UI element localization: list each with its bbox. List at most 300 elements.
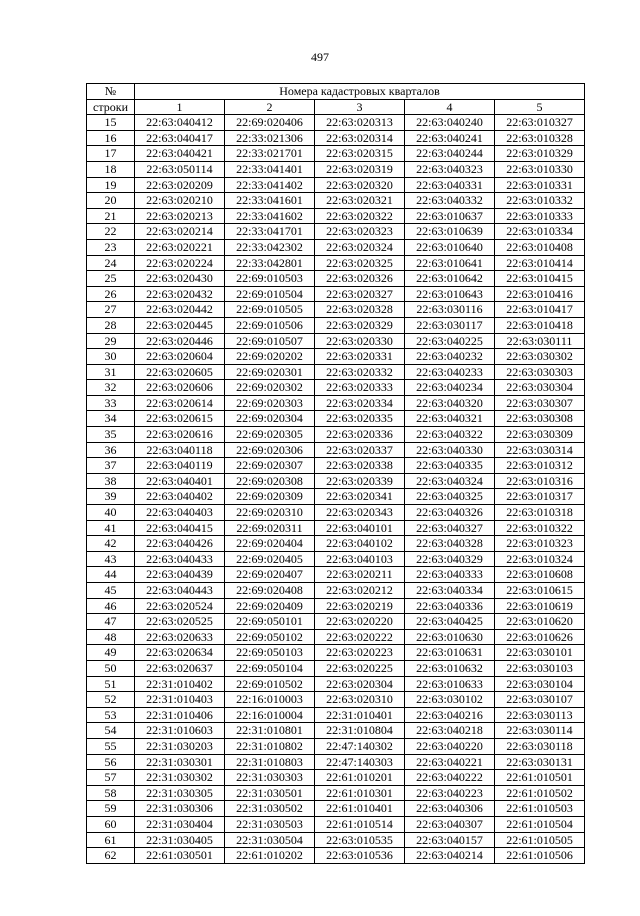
table-body: [87, 115, 585, 864]
cadastral-number-cell: 22:63:010633: [405, 676, 495, 692]
cadastral-number-cell: 22:63:040335: [405, 458, 495, 474]
row-number-cell: 57: [87, 770, 135, 786]
table-row: [87, 551, 585, 567]
cadastral-number-cell: 22:69:020408: [225, 583, 315, 599]
table-row: [87, 427, 585, 443]
cadastral-number-cell: 22:63:040157: [405, 832, 495, 848]
table-row: [87, 801, 585, 817]
cadastral-number-cell: 22:63:010620: [495, 614, 585, 630]
cadastral-number-cell: 22:31:030305: [135, 785, 225, 801]
cadastral-number-cell: 22:31:010801: [225, 723, 315, 739]
cadastral-number-cell: 22:63:020525: [135, 614, 225, 630]
cadastral-number-cell: 22:63:020605: [135, 364, 225, 380]
row-number-cell: 25: [87, 271, 135, 287]
cadastral-number-cell: 22:63:030116: [405, 302, 495, 318]
cadastral-number-cell: 22:63:040332: [405, 193, 495, 209]
cadastral-number-cell: 22:63:020220: [315, 614, 405, 630]
cadastral-number-cell: 22:63:040307: [405, 816, 495, 832]
cadastral-number-cell: 22:63:020432: [135, 286, 225, 302]
table-row: [87, 130, 585, 146]
cadastral-number-cell: 22:63:020323: [315, 224, 405, 240]
cadastral-number-cell: 22:63:020633: [135, 629, 225, 645]
cadastral-number-cell: 22:63:010637: [405, 208, 495, 224]
column-header: 2: [225, 99, 315, 115]
cadastral-number-cell: 22:63:020442: [135, 302, 225, 318]
cadastral-number-cell: 22:63:010334: [495, 224, 585, 240]
page-number: 497: [311, 50, 329, 64]
cadastral-number-cell: 22:63:020343: [315, 505, 405, 521]
row-number-cell: 43: [87, 551, 135, 567]
cadastral-number-cell: 22:63:030104: [495, 676, 585, 692]
cadastral-number-cell: 22:31:030303: [225, 770, 315, 786]
cadastral-number-cell: 22:31:030504: [225, 832, 315, 848]
row-number-cell: 32: [87, 380, 135, 396]
cadastral-number-cell: 22:63:030103: [495, 660, 585, 676]
cadastral-number-cell: 22:63:010318: [495, 505, 585, 521]
table-row: [87, 302, 585, 318]
cadastral-number-cell: 22:63:010608: [495, 567, 585, 583]
cadastral-number-cell: 22:69:010506: [225, 317, 315, 333]
cadastral-number-cell: 22:63:040225: [405, 333, 495, 349]
cadastral-number-cell: 22:69:010507: [225, 333, 315, 349]
cadastral-number-cell: 22:31:030502: [225, 801, 315, 817]
cadastral-number-cell: 22:63:040244: [405, 146, 495, 162]
cadastral-number-cell: 22:63:020211: [315, 567, 405, 583]
cadastral-number-cell: 22:63:020430: [135, 271, 225, 287]
table-row: [87, 161, 585, 177]
cadastral-number-cell: 22:63:020320: [315, 177, 405, 193]
cadastral-number-cell: 22:63:020322: [315, 208, 405, 224]
cadastral-number-cell: 22:63:040439: [135, 567, 225, 583]
table-row: [87, 146, 585, 162]
table-row: [87, 692, 585, 708]
cadastral-number-cell: 22:31:010402: [135, 676, 225, 692]
table-row: [87, 239, 585, 255]
cadastral-number-cell: 22:63:040336: [405, 598, 495, 614]
cadastral-number-cell: 22:63:040443: [135, 583, 225, 599]
cadastral-number-cell: 22:63:040426: [135, 536, 225, 552]
row-number-cell: 16: [87, 130, 135, 146]
cadastral-number-cell: 22:63:010639: [405, 224, 495, 240]
row-number-cell: 18: [87, 161, 135, 177]
cadastral-number-cell: 22:63:020221: [135, 239, 225, 255]
header-row-columns: [87, 99, 585, 115]
row-number-cell: 35: [87, 427, 135, 443]
cadastral-number-cell: 22:63:010333: [495, 208, 585, 224]
cadastral-number-cell: 22:31:030404: [135, 816, 225, 832]
cadastral-number-cell: 22:63:040421: [135, 146, 225, 162]
row-number-cell: 45: [87, 583, 135, 599]
cadastral-number-cell: 22:63:040324: [405, 473, 495, 489]
cadastral-number-cell: 22:31:010401: [315, 707, 405, 723]
cadastral-number-cell: 22:63:010414: [495, 255, 585, 271]
cadastral-number-cell: 22:63:010332: [495, 193, 585, 209]
row-number-cell: 55: [87, 738, 135, 754]
cadastral-number-cell: 22:69:050101: [225, 614, 315, 630]
cadastral-number-cell: 22:63:020328: [315, 302, 405, 318]
cadastral-number-cell: 22:63:020225: [315, 660, 405, 676]
cadastral-number-cell: 22:61:010401: [315, 801, 405, 817]
cadastral-number-cell: 22:69:020407: [225, 567, 315, 583]
cadastral-number-cell: 22:63:020313: [315, 115, 405, 131]
cadastral-number-cell: 22:63:020341: [315, 489, 405, 505]
cadastral-number-cell: 22:69:020308: [225, 473, 315, 489]
row-number-cell: 27: [87, 302, 135, 318]
cadastral-number-cell: 22:31:010804: [315, 723, 405, 739]
cadastral-number-cell: 22:63:030101: [495, 645, 585, 661]
cadastral-number-cell: 22:63:040234: [405, 380, 495, 396]
cadastral-number-cell: 22:63:040330: [405, 442, 495, 458]
cadastral-number-cell: 22:63:010408: [495, 239, 585, 255]
table-row: [87, 738, 585, 754]
table-row: [87, 598, 585, 614]
cadastral-number-cell: 22:69:020404: [225, 536, 315, 552]
cadastral-number-cell: 22:33:042302: [225, 239, 315, 255]
table-row: [87, 676, 585, 692]
cadastral-number-cell: 22:63:020222: [315, 629, 405, 645]
row-number-cell: 58: [87, 785, 135, 801]
table-row: [87, 333, 585, 349]
cadastral-number-cell: 22:63:040220: [405, 738, 495, 754]
cadastral-number-cell: 22:63:010331: [495, 177, 585, 193]
row-number-cell: 62: [87, 848, 135, 864]
cadastral-number-cell: 22:63:040218: [405, 723, 495, 739]
cadastral-number-cell: 22:63:020338: [315, 458, 405, 474]
cadastral-number-cell: 22:61:010514: [315, 816, 405, 832]
cadastral-number-cell: 22:63:040223: [405, 785, 495, 801]
cadastral-number-cell: 22:63:010641: [405, 255, 495, 271]
row-number-cell: 59: [87, 801, 135, 817]
cadastral-number-cell: 22:31:030203: [135, 738, 225, 754]
cadastral-number-cell: 22:63:020319: [315, 161, 405, 177]
cadastral-number-cell: 22:69:020306: [225, 442, 315, 458]
cadastral-number-cell: 22:63:040118: [135, 442, 225, 458]
cadastral-number-cell: 22:63:020334: [315, 395, 405, 411]
cadastral-number-cell: 22:63:040102: [315, 536, 405, 552]
cadastral-number-cell: 22:31:030503: [225, 816, 315, 832]
row-number-cell: 19: [87, 177, 135, 193]
cadastral-number-cell: 22:63:030111: [495, 333, 585, 349]
cadastral-number-cell: 22:31:030301: [135, 754, 225, 770]
cadastral-number-cell: 22:31:030405: [135, 832, 225, 848]
cadastral-number-cell: 22:33:041701: [225, 224, 315, 240]
cadastral-number-cell: 22:31:010406: [135, 707, 225, 723]
cadastral-number-cell: 22:69:020301: [225, 364, 315, 380]
cadastral-number-cell: 22:63:040240: [405, 115, 495, 131]
cadastral-number-cell: 22:61:010202: [225, 848, 315, 864]
cadastral-number-cell: 22:63:020446: [135, 333, 225, 349]
table-row: [87, 723, 585, 739]
table-row: [87, 380, 585, 396]
cadastral-number-cell: 22:63:040329: [405, 551, 495, 567]
cadastral-number-cell: 22:63:020336: [315, 427, 405, 443]
cadastral-number-cell: 22:63:040331: [405, 177, 495, 193]
cadastral-number-cell: 22:63:020315: [315, 146, 405, 162]
cadastral-number-cell: 22:63:040119: [135, 458, 225, 474]
cadastral-number-cell: 22:63:040241: [405, 130, 495, 146]
cadastral-number-cell: 22:63:040412: [135, 115, 225, 131]
cadastral-number-cell: 22:63:020333: [315, 380, 405, 396]
row-number-cell: 26: [87, 286, 135, 302]
cadastral-number-cell: 22:63:040233: [405, 364, 495, 380]
table-row: [87, 614, 585, 630]
cadastral-number-cell: 22:63:020330: [315, 333, 405, 349]
cadastral-number-cell: 22:63:040214: [405, 848, 495, 864]
cadastral-number-cell: 22:63:020616: [135, 427, 225, 443]
row-number-cell: 46: [87, 598, 135, 614]
row-number-cell: 21: [87, 208, 135, 224]
cadastral-number-cell: 22:69:020405: [225, 551, 315, 567]
row-number-cell: 38: [87, 473, 135, 489]
row-number-cell: 40: [87, 505, 135, 521]
cadastral-number-cell: 22:63:020213: [135, 208, 225, 224]
row-number-cell: 36: [87, 442, 135, 458]
cadastral-number-cell: 22:63:010418: [495, 317, 585, 333]
table-row: [87, 770, 585, 786]
cadastral-number-cell: 22:33:021306: [225, 130, 315, 146]
cadastral-number-cell: 22:63:020329: [315, 317, 405, 333]
table-row: [87, 832, 585, 848]
cadastral-number-cell: 22:63:030303: [495, 364, 585, 380]
cadastral-number-cell: 22:63:010327: [495, 115, 585, 131]
cadastral-number-cell: 22:63:040101: [315, 520, 405, 536]
cadastral-number-cell: 22:63:020331: [315, 349, 405, 365]
cadastral-number-cell: 22:69:010503: [225, 271, 315, 287]
cadastral-number-cell: 22:63:010317: [495, 489, 585, 505]
row-number-cell: 61: [87, 832, 135, 848]
cadastral-number-cell: 22:31:010603: [135, 723, 225, 739]
table-row: [87, 567, 585, 583]
cadastral-number-cell: 22:63:010330: [495, 161, 585, 177]
cadastral-number-cell: 22:63:010312: [495, 458, 585, 474]
table-row: [87, 271, 585, 287]
cadastral-number-cell: 22:63:030102: [405, 692, 495, 708]
row-number-cell: 49: [87, 645, 135, 661]
cadastral-number-cell: 22:69:020305: [225, 427, 315, 443]
table-row: [87, 629, 585, 645]
cadastral-number-cell: 22:63:050114: [135, 161, 225, 177]
cadastral-number-cell: 22:63:020212: [315, 583, 405, 599]
group-header: Номера кадастровых кварталов: [135, 84, 585, 100]
table-row: [87, 505, 585, 521]
cadastral-number-cell: 22:63:020209: [135, 177, 225, 193]
cadastral-number-cell: 22:16:010003: [225, 692, 315, 708]
row-number-cell: 17: [87, 146, 135, 162]
table-row: [87, 536, 585, 552]
cadastral-number-cell: 22:63:040327: [405, 520, 495, 536]
header-row-top: [87, 84, 585, 100]
cadastral-number-cell: 22:69:010505: [225, 302, 315, 318]
cadastral-number-cell: 22:69:010502: [225, 676, 315, 692]
cadastral-number-cell: 22:69:020406: [225, 115, 315, 131]
table-row: [87, 785, 585, 801]
cadastral-number-cell: 22:63:020615: [135, 411, 225, 427]
cadastral-number-cell: 22:63:010316: [495, 473, 585, 489]
row-number-cell: 30: [87, 349, 135, 365]
cadastral-number-cell: 22:69:050103: [225, 645, 315, 661]
cadastral-number-cell: 22:63:020219: [315, 598, 405, 614]
row-number-cell: 52: [87, 692, 135, 708]
cadastral-number-cell: 22:63:040415: [135, 520, 225, 536]
cadastral-number-cell: 22:63:040321: [405, 411, 495, 427]
cadastral-number-cell: 22:63:020332: [315, 364, 405, 380]
cadastral-number-cell: 22:63:030307: [495, 395, 585, 411]
row-number-cell: 37: [87, 458, 135, 474]
cadastral-number-cell: 22:31:030306: [135, 801, 225, 817]
row-number-cell: 39: [87, 489, 135, 505]
cadastral-number-cell: 22:33:042801: [225, 255, 315, 271]
cadastral-number-cell: 22:63:010415: [495, 271, 585, 287]
row-number-cell: 48: [87, 629, 135, 645]
table-row: [87, 458, 585, 474]
table-row: [87, 816, 585, 832]
cadastral-number-cell: 22:63:010416: [495, 286, 585, 302]
cadastral-number-cell: 22:63:030118: [495, 738, 585, 754]
cadastral-number-cell: 22:33:041402: [225, 177, 315, 193]
table-row: [87, 317, 585, 333]
cadastral-number-cell: 22:63:020210: [135, 193, 225, 209]
table-row: [87, 583, 585, 599]
cadastral-number-cell: 22:63:030304: [495, 380, 585, 396]
cadastral-number-cell: 22:63:020614: [135, 395, 225, 411]
cadastral-number-cell: 22:63:020327: [315, 286, 405, 302]
cadastral-number-cell: 22:63:010322: [495, 520, 585, 536]
row-number-cell: 31: [87, 364, 135, 380]
table-row: [87, 411, 585, 427]
row-number-cell: 44: [87, 567, 135, 583]
cadastral-number-cell: 22:61:010504: [495, 816, 585, 832]
cadastral-number-cell: 22:63:020524: [135, 598, 225, 614]
column-header: 5: [495, 99, 585, 115]
cadastral-number-cell: 22:63:010632: [405, 660, 495, 676]
cadastral-number-cell: 22:63:040433: [135, 551, 225, 567]
column-header: 1: [135, 99, 225, 115]
cadastral-number-cell: 22:69:050104: [225, 660, 315, 676]
table-row: [87, 115, 585, 131]
cadastral-number-cell: 22:63:020325: [315, 255, 405, 271]
cadastral-number-cell: 22:63:010323: [495, 536, 585, 552]
cadastral-number-cell: 22:63:010642: [405, 271, 495, 287]
cadastral-number-cell: 22:63:010619: [495, 598, 585, 614]
cadastral-number-cell: 22:63:020337: [315, 442, 405, 458]
cadastral-number-cell: 22:63:040403: [135, 505, 225, 521]
cadastral-number-cell: 22:63:020214: [135, 224, 225, 240]
cadastral-number-cell: 22:63:010417: [495, 302, 585, 318]
cadastral-number-cell: 22:31:010403: [135, 692, 225, 708]
table-row: [87, 473, 585, 489]
column-header: 4: [405, 99, 495, 115]
cadastral-number-cell: 22:63:010615: [495, 583, 585, 599]
cadastral-number-cell: 22:63:020606: [135, 380, 225, 396]
cadastral-number-cell: 22:33:021701: [225, 146, 315, 162]
cadastral-table: [86, 83, 585, 864]
cadastral-number-cell: 22:69:020303: [225, 395, 315, 411]
cadastral-number-cell: 22:63:040222: [405, 770, 495, 786]
row-number-cell: 33: [87, 395, 135, 411]
cadastral-number-cell: 22:69:020304: [225, 411, 315, 427]
row-number-cell: 54: [87, 723, 135, 739]
row-number-cell: 42: [87, 536, 135, 552]
row-number-cell: 22: [87, 224, 135, 240]
table-row: [87, 848, 585, 864]
cadastral-number-cell: 22:69:020202: [225, 349, 315, 365]
cadastral-number-cell: 22:63:040328: [405, 536, 495, 552]
cadastral-number-cell: 22:63:040322: [405, 427, 495, 443]
row-number-cell: 56: [87, 754, 135, 770]
table-row: [87, 349, 585, 365]
cadastral-number-cell: 22:63:040326: [405, 505, 495, 521]
cadastral-number-cell: 22:61:010301: [315, 785, 405, 801]
cadastral-number-cell: 22:63:030308: [495, 411, 585, 427]
cadastral-number-cell: 22:69:010504: [225, 286, 315, 302]
cadastral-number-cell: 22:63:010630: [405, 629, 495, 645]
cadastral-number-cell: 22:63:040103: [315, 551, 405, 567]
cadastral-number-cell: 22:63:010324: [495, 551, 585, 567]
cadastral-number-cell: 22:63:030131: [495, 754, 585, 770]
cadastral-number-cell: 22:63:030302: [495, 349, 585, 365]
cadastral-number-cell: 22:63:020224: [135, 255, 225, 271]
cadastral-number-cell: 22:63:040417: [135, 130, 225, 146]
cadastral-number-cell: 22:61:010506: [495, 848, 585, 864]
cadastral-number-cell: 22:63:010328: [495, 130, 585, 146]
cadastral-number-cell: 22:63:030107: [495, 692, 585, 708]
row-number-cell: 60: [87, 816, 135, 832]
cadastral-number-cell: 22:63:010329: [495, 146, 585, 162]
cadastral-number-cell: 22:63:030314: [495, 442, 585, 458]
cadastral-number-cell: 22:63:040216: [405, 707, 495, 723]
row-number-cell: 41: [87, 520, 135, 536]
cadastral-number-cell: 22:63:010643: [405, 286, 495, 302]
cadastral-number-cell: 22:63:010626: [495, 629, 585, 645]
cadastral-number-cell: 22:63:030113: [495, 707, 585, 723]
table-row: [87, 255, 585, 271]
cadastral-number-cell: 22:63:040306: [405, 801, 495, 817]
row-number-cell: 15: [87, 115, 135, 131]
row-number-cell: 24: [87, 255, 135, 271]
table-row: [87, 208, 585, 224]
cadastral-number-cell: 22:69:050102: [225, 629, 315, 645]
cadastral-number-cell: 22:61:010503: [495, 801, 585, 817]
cadastral-number-cell: 22:63:040232: [405, 349, 495, 365]
cadastral-number-cell: 22:63:020335: [315, 411, 405, 427]
cadastral-number-cell: 22:63:020310: [315, 692, 405, 708]
cadastral-number-cell: 22:63:010535: [315, 832, 405, 848]
row-number-cell: 20: [87, 193, 135, 209]
row-number-cell: 47: [87, 614, 135, 630]
row-number-cell: 23: [87, 239, 135, 255]
cadastral-number-cell: 22:63:040402: [135, 489, 225, 505]
table-row: [87, 520, 585, 536]
row-number-cell: 50: [87, 660, 135, 676]
table-row: [87, 224, 585, 240]
cadastral-number-cell: 22:63:010631: [405, 645, 495, 661]
cadastral-number-cell: 22:63:040221: [405, 754, 495, 770]
cadastral-number-cell: 22:63:040333: [405, 567, 495, 583]
cadastral-number-cell: 22:63:020326: [315, 271, 405, 287]
row-number-cell: 29: [87, 333, 135, 349]
cadastral-number-cell: 22:63:020637: [135, 660, 225, 676]
row-header: строки: [87, 99, 135, 115]
cadastral-number-cell: 22:63:020445: [135, 317, 225, 333]
cadastral-number-cell: 22:47:140302: [315, 738, 405, 754]
cadastral-number-cell: 22:63:020634: [135, 645, 225, 661]
cadastral-number-cell: 22:63:010640: [405, 239, 495, 255]
table-row: [87, 754, 585, 770]
cadastral-number-cell: 22:69:020409: [225, 598, 315, 614]
cadastral-number-cell: 22:63:020304: [315, 676, 405, 692]
cadastral-number-cell: 22:63:030114: [495, 723, 585, 739]
cadastral-number-cell: 22:63:040323: [405, 161, 495, 177]
